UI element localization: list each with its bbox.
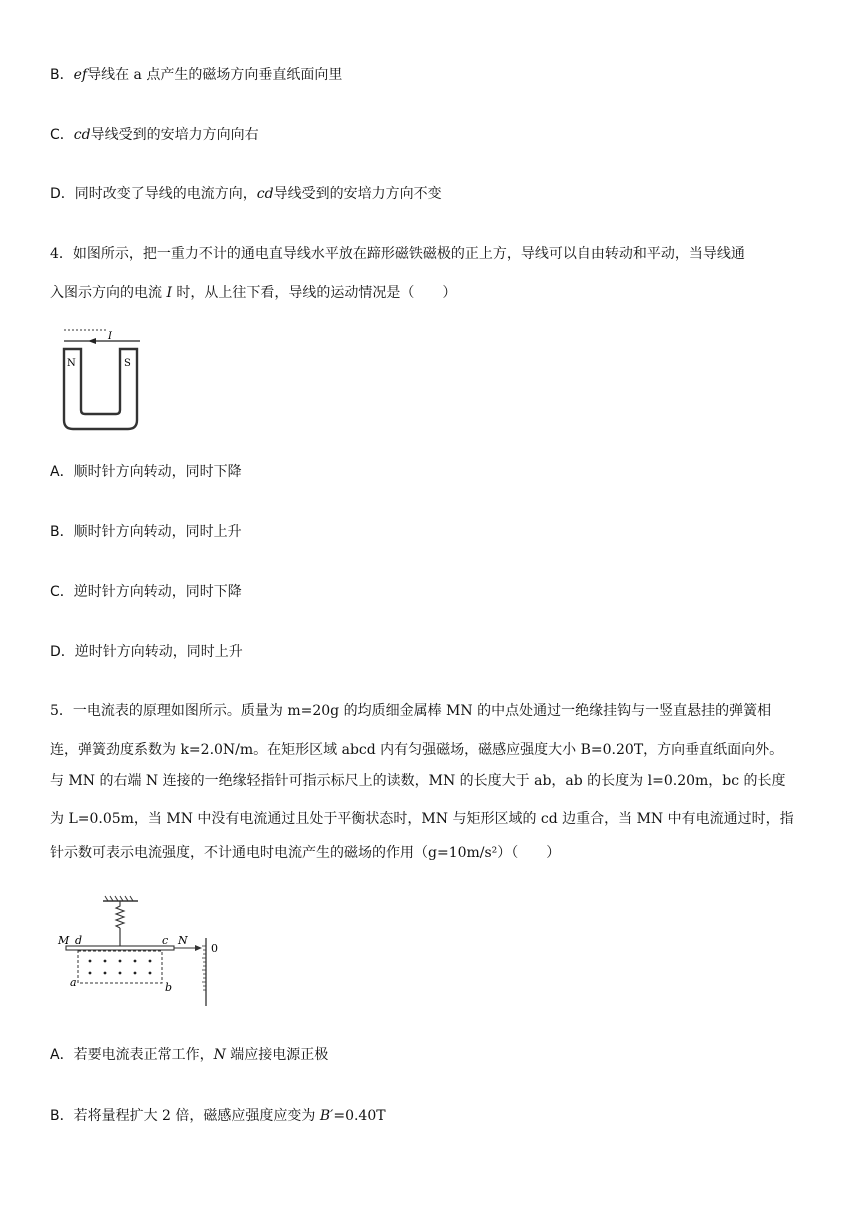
current-arrow-icon [88,338,96,344]
variable: ef [73,67,88,83]
q4-option-c [50,582,242,602]
option-text: 若要电流表正常工作， [73,1047,214,1063]
spring-icon [116,901,124,928]
north-pole-label: N [67,358,76,369]
option-label: B． [50,524,74,540]
option-text: =0.40T [333,1108,386,1124]
pointer-arrow-icon [195,945,202,951]
current-label: I [108,331,112,342]
q5-stem-line-1: 5．一电流表的原理如图所示。质量为 m=20g 的均质细金属棒 MN 的中点处通过一绝缘挂钩与一竖直悬挂的弹簧相 [50,703,772,719]
q5-stem-line-2: 连，弹簧劲度系数为 k=2.0N/m。在矩形区域 abcd 内有匀强磁场，磁感应强度大小 B=0.20T，方向垂直纸面向外。 [50,742,784,758]
option-label: C． [50,584,74,600]
q4-stem-line-2 [50,283,456,303]
magnetic-field-region [78,951,162,983]
ceiling-hatch [105,896,133,901]
metal-rod-mn [66,946,174,950]
q5-stem-line-4: 为 L=0.05m，当 MN 中没有电流通过且处于平衡状态时，MN 与矩形区域的 cd 边重合，当 MN 中有电流通过时，指 [50,811,794,827]
label-c: c [162,934,169,947]
option-text: 逆时针方向转动，同时上升 [74,644,243,660]
option-text: 逆时针方向转动，同时下降 [73,584,242,600]
variable: I [166,285,172,301]
variable: N [213,1047,226,1063]
q3-option-c [50,125,259,145]
option-label: B． [50,1108,74,1124]
option-text: 导线受到的安培力方向向右 [90,127,259,143]
q5-option-a [50,1045,328,1065]
q4-option-b [50,522,242,542]
option-label: B． [50,67,74,83]
q4-option-a [50,462,242,482]
q4-option-d [50,642,243,662]
option-text: 顺时针方向转动，同时下降 [73,464,242,480]
label-m: M [58,934,70,947]
q5-stem-line-3: 与 MN 的右端 N 连接的一绝缘轻指针可指示标尺上的读数，MN 的长度大于 ab，ab 的长度为 l=0.20m，bc 的长度 [50,773,786,789]
label-n: N [178,934,188,947]
label-b: b [165,981,173,994]
option-text: 同时改变了导线的电流方向， [74,186,257,202]
ammeter-figure [56,894,226,1012]
scale-zero-label: 0 [211,942,218,955]
option-label: D． [50,186,75,202]
horseshoe-magnet-figure [58,322,148,434]
option-label: A． [50,1047,74,1063]
q5-option-b [50,1106,386,1126]
variable: cd [256,186,274,202]
stem-text: 入图示方向的电流 [50,285,167,301]
q3-option-d [50,184,442,204]
label-a: a [70,976,77,989]
q3-option-b [50,65,342,85]
variable: cd [73,127,91,143]
stem-text: 时，从上往下看，导线的运动情况是（ ） [171,285,457,301]
label-d: d [75,934,83,947]
q5-stem-line-5: 针示数可表示电流强度，不计通电时电流产生的磁场的作用（g=10m/s²）（ ） [50,845,561,861]
option-text: 顺时针方向转动，同时上升 [73,524,242,540]
option-label: A． [50,464,74,480]
option-text: 若将量程扩大 2 倍，磁感应强度应变为 [73,1108,320,1124]
option-label: D． [50,644,75,660]
field-dots [89,960,152,975]
option-text: 端应接电源正极 [225,1047,329,1063]
south-pole-label: S [124,358,131,369]
option-label: C． [50,127,74,143]
variable: B′ [319,1108,334,1124]
option-text: 导线受到的安培力方向不变 [273,186,442,202]
q4-stem-line-1: 4．如图所示，把一重力不计的通电直导线水平放在蹄形磁铁磁极的正上方，导线可以自由转动和平动，当导线通 [50,246,745,262]
option-text: 导线在 a 点产生的磁场方向垂直纸面向里 [87,67,343,83]
